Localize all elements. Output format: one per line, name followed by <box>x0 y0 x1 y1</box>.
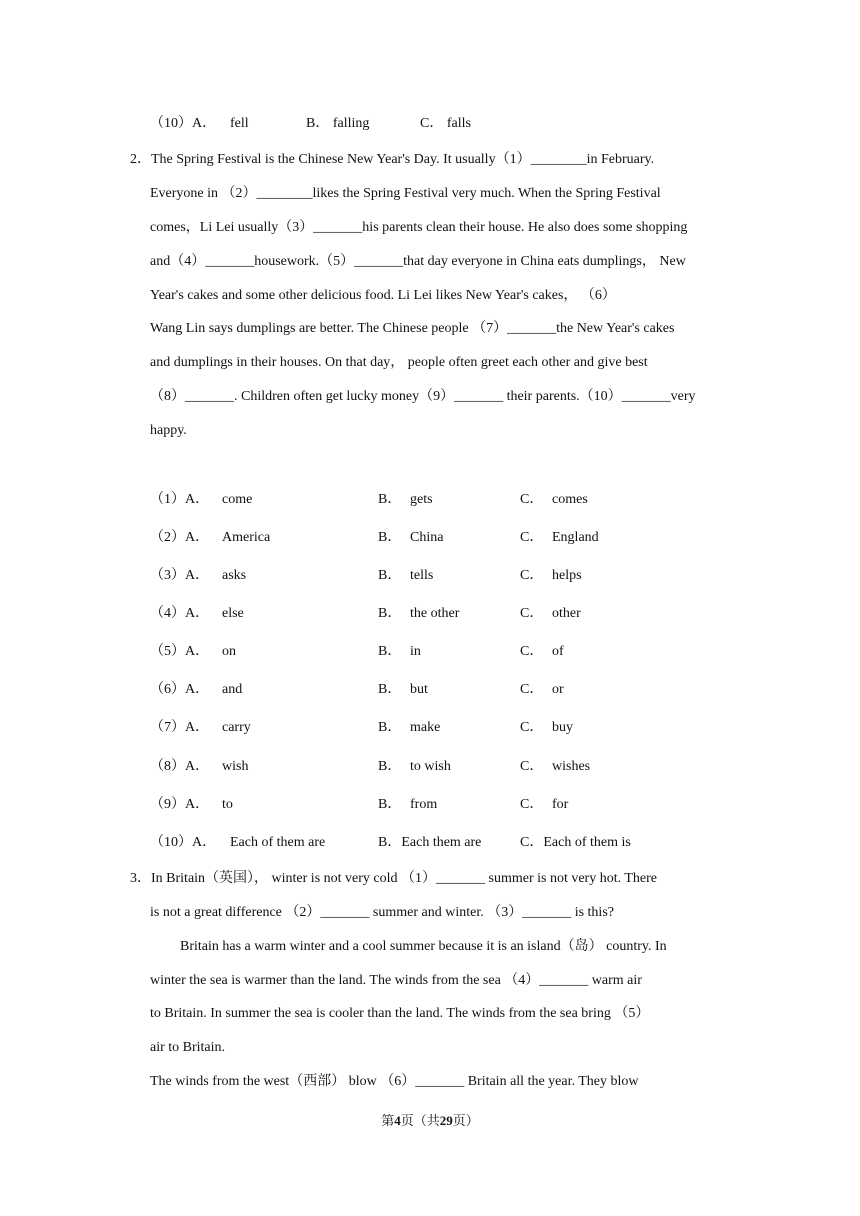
option-b-label: B． <box>378 606 402 621</box>
option-c: of <box>552 644 564 659</box>
passage-line: （8）_______. Children often get lucky money（9）_______ their parents.（10）_______very <box>150 389 696 404</box>
option-row <box>150 604 750 624</box>
option-number: （6）A． <box>150 682 210 697</box>
option-c: buy <box>552 720 573 735</box>
passage-line: Everyone in （2）________likes the Spring Festival very much. When the Spring Festival <box>150 186 661 201</box>
option-number: （9）A． <box>150 797 210 812</box>
option-b-label: B． <box>378 759 402 774</box>
option-b: China <box>410 530 444 545</box>
option-c: C．Each of them is <box>520 835 631 850</box>
option-a: come <box>222 492 253 507</box>
option-c: for <box>552 797 569 812</box>
option-c-label: C． <box>520 568 544 583</box>
option-a: on <box>222 644 236 659</box>
option-row <box>150 833 750 853</box>
option-b-label: B． <box>378 530 402 545</box>
option-number: （1）A． <box>150 492 210 507</box>
total-page-number: 29 <box>439 1113 453 1128</box>
option-c: helps <box>552 568 582 583</box>
option-number: （2）A． <box>150 530 210 545</box>
option-b-label: B． <box>378 682 402 697</box>
option-number: （10）A． <box>150 116 217 131</box>
option-b: to wish <box>410 759 451 774</box>
option-b: B． falling <box>306 116 370 131</box>
option-row <box>150 795 750 815</box>
option-c-label: C． <box>520 644 544 659</box>
option-b-label: B． <box>378 644 402 659</box>
option-b: but <box>410 682 428 697</box>
passage-line: 2．The Spring Festival is the Chinese New Year's Day. It usually（1）________in February. <box>130 152 655 167</box>
option-b-label: B． <box>378 797 402 812</box>
option-a: America <box>222 530 271 545</box>
option-number: （8）A． <box>150 759 210 774</box>
current-page-number: 4 <box>394 1113 401 1128</box>
option-row <box>150 566 750 586</box>
option-b-label: B． <box>378 568 402 583</box>
footer-suffix: 页） <box>452 1113 479 1128</box>
passage-line: is not a great difference （2）_______ summer and winter. （3）_______ is this? <box>150 905 614 920</box>
option-row <box>150 680 750 700</box>
option-c-label: C． <box>520 530 544 545</box>
option-c: England <box>552 530 599 545</box>
option-c-label: C． <box>520 759 544 774</box>
option-b: gets <box>410 492 433 507</box>
option-row <box>150 642 750 662</box>
option-number: （7）A． <box>150 720 210 735</box>
option-c: or <box>552 682 564 697</box>
option-c-label: C． <box>520 492 544 507</box>
option-c: wishes <box>552 759 591 774</box>
option-row <box>150 718 750 738</box>
option-row <box>150 490 750 510</box>
option-b: tells <box>410 568 434 583</box>
passage-line: air to Britain. <box>150 1040 226 1055</box>
option-number: （4）A． <box>150 606 210 621</box>
passage-line: Britain has a warm winter and a cool summer because it is an island（岛） country. In <box>180 939 667 954</box>
option-b: in <box>410 644 421 659</box>
option-row <box>150 757 750 777</box>
option-c: other <box>552 606 581 621</box>
option-number: （5）A． <box>150 644 210 659</box>
option-b: make <box>410 720 441 735</box>
option-c: C． falls <box>420 116 471 131</box>
passage-line: and（4）_______housework.（5）_______that day everyone in China eats dumplings， New <box>150 254 686 269</box>
option-a: carry <box>222 720 251 735</box>
option-c-label: C． <box>520 606 544 621</box>
option-a: to <box>222 797 233 812</box>
option-c-label: C． <box>520 682 544 697</box>
option-c-label: C． <box>520 720 544 735</box>
option-number: （10）A． <box>150 835 217 850</box>
passage-line: to Britain. In summer the sea is cooler than the land. The winds from the sea bring （5） <box>150 1006 650 1021</box>
option-a: Each of them are <box>230 835 326 850</box>
option-b: from <box>410 797 438 812</box>
option-b: the other <box>410 606 460 621</box>
option-a: and <box>222 682 243 697</box>
option-a: else <box>222 606 244 621</box>
page-footer <box>0 1111 860 1131</box>
passage-line: 3．In Britain（英国）， winter is not very cold （1）_______ summer is not very hot. There <box>130 871 658 886</box>
option-a: fell <box>230 116 249 131</box>
passage-line: Year's cakes and some other delicious food. Li Lei likes New Year's cakes， （6） <box>150 288 616 303</box>
option-b: B．Each them are <box>378 835 482 850</box>
passage-line: and dumplings in their houses. On that day， people often greet each other and give best <box>150 355 648 370</box>
passage-line: Wang Lin says dumplings are better. The Chinese people （7）_______the New Year's cakes <box>150 321 675 336</box>
passage-line: The winds from the west（西部） blow （6）_______ Britain all the year. They blow <box>150 1074 639 1089</box>
option-c-label: C． <box>520 797 544 812</box>
option-b-label: B． <box>378 492 402 507</box>
passage-line: winter the sea is warmer than the land. The winds from the sea （4）_______ warm air <box>150 973 642 988</box>
option-number: （3）A． <box>150 568 210 583</box>
passage-line: happy. <box>150 423 187 438</box>
option-b-label: B． <box>378 720 402 735</box>
option-row-q1-10 <box>150 114 750 134</box>
footer-middle: 页（共 <box>400 1113 440 1128</box>
option-a: asks <box>222 568 247 583</box>
footer-prefix: 第 <box>381 1113 395 1128</box>
passage-line: comes，Li Lei usually（3）_______his parents clean their house. He also does some shopping <box>150 220 688 235</box>
option-row <box>150 528 750 548</box>
option-c: comes <box>552 492 588 507</box>
option-a: wish <box>222 759 249 774</box>
